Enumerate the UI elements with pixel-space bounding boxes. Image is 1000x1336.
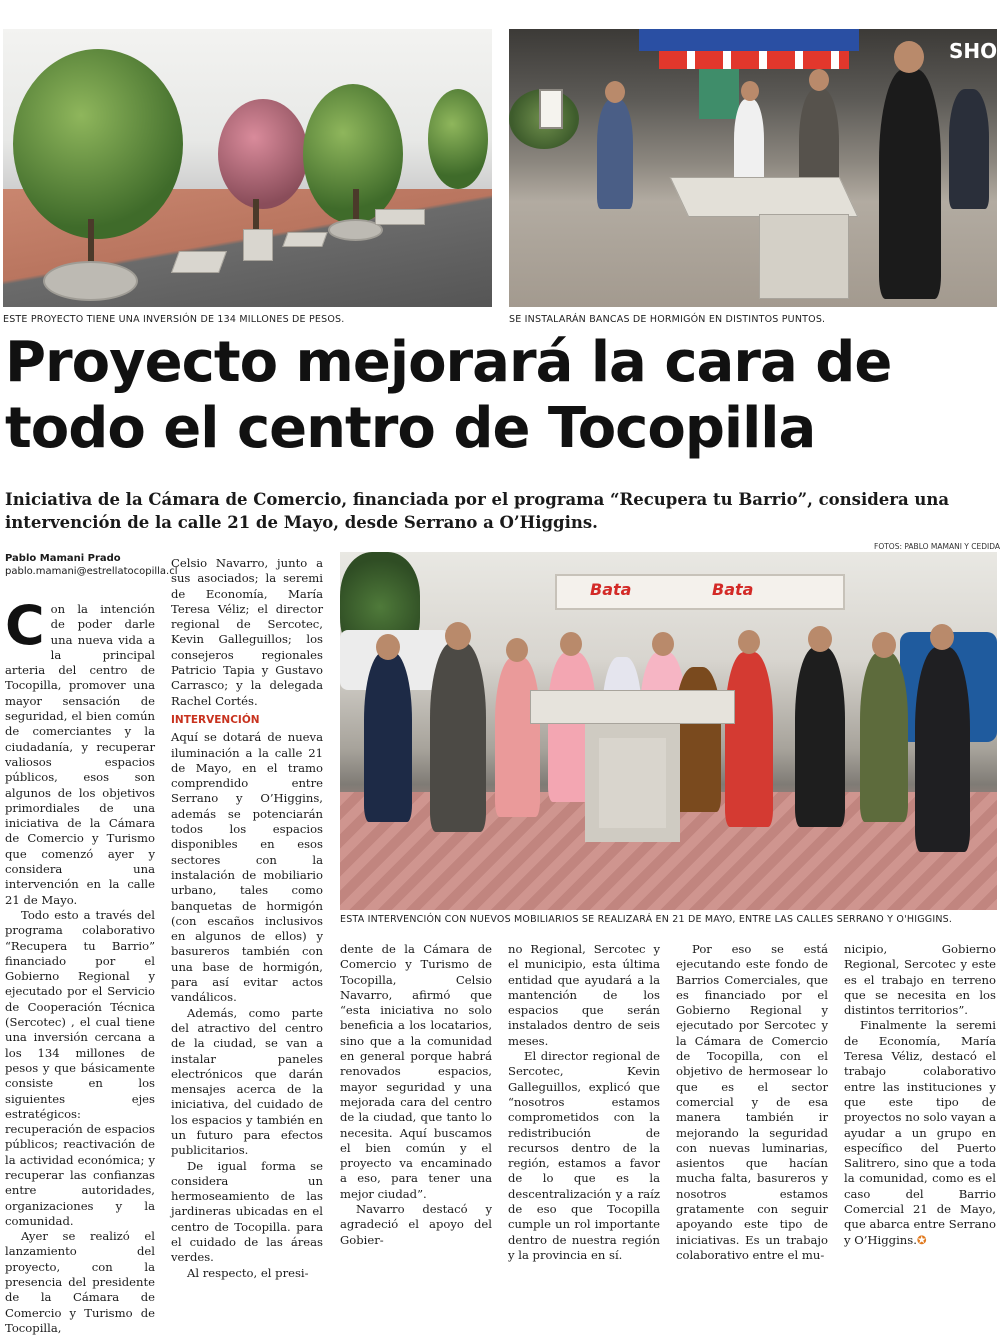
photo-caption-main: ESTA INTERVENCIÓN CON NUEVOS MOBILIARIOS SE REALIZARÁ EN 21 DE MAYO, ENTRE LAS CALLES SERRANO Y O'HIGGINS. xyxy=(340,914,953,925)
body-paragraph: dente de la Cámara de Comercio y Turismo de Tocopilla, Celsio Navarro, afirmó que “esta iniciativa no solo beneficia a los locatarios, sino que a la comunidad en general porque habrá renovados espacios, mayor seguridad y una mejorada cara del centro de la ciudad, que tanto lo necesita. Aquí buscamos el bien común y el proyecto va encaminado a eso, para tener una mejor ciudad”. xyxy=(340,942,492,1201)
drop-cap: C xyxy=(5,594,45,657)
info-board xyxy=(539,89,563,129)
body-paragraph: Ayer se realizó el lanzamiento del proyecto, con la presencia del presidente de la Cámara de Comercio y Turismo de Tocopilla, xyxy=(5,1229,155,1335)
person-head xyxy=(809,69,829,91)
person-head xyxy=(741,81,759,101)
concrete-bench xyxy=(375,209,425,225)
person xyxy=(795,647,845,827)
person-head xyxy=(652,632,674,656)
person xyxy=(860,652,908,822)
concrete-bench xyxy=(670,177,859,217)
body-paragraph: Navarro destacó y agradeció el apoyo del Gobier- xyxy=(340,1202,492,1247)
person-head xyxy=(560,632,582,656)
launch-group-photo xyxy=(340,552,997,910)
person xyxy=(675,667,721,812)
planter xyxy=(43,261,138,301)
person-head xyxy=(506,638,528,662)
article-column-1 xyxy=(5,594,155,1335)
concrete-bench xyxy=(243,229,273,261)
article-column-5 xyxy=(676,942,828,1262)
person xyxy=(879,69,941,299)
concrete-bench xyxy=(282,232,327,247)
person xyxy=(430,642,486,832)
person xyxy=(364,652,412,822)
body-paragraph: De igual forma se considera un hermoseamiento de las jardineras ubicadas en el centro de Tocopilla. para el cuidado de las áreas verdes. xyxy=(171,1158,323,1265)
photo-caption-benches: SE INSTALARÁN BANCAS DE HORMIGÓN EN DISTINTOS PUNTOS. xyxy=(509,314,826,325)
person-head xyxy=(376,634,400,660)
person-head xyxy=(738,630,760,654)
concrete-bench xyxy=(171,251,227,273)
article-column-2 xyxy=(171,556,323,1280)
body-paragraph: Todo esto a través del programa colaborativo “Recupera tu Barrio” financiado por el Gobierno Regional y ejecutado por el Servicio de Cooperación Técnica (Sercotec) , el cual tiene una inversión cercana a los 134 millones de pesos y que básicamente consiste en los siguientes ejes estratégicos: recuperación de espacios públicos; reactivación de la actividad económica; y recuperar las confianzas entre autoridades, organizaciones y la comunidad. xyxy=(5,907,155,1228)
concrete-bench-leg xyxy=(759,214,849,299)
body-paragraph: Al respecto, el presi- xyxy=(187,1265,309,1280)
article-column-6 xyxy=(844,942,996,1247)
paragraph-text: on la intención de poder darle una nueva vida a la principal arteria del centro de Tocopilla, promover una mayor sensación de seguridad, el bien común de comerciantes y la ciudadanía, y recuperar valiosos espacios públicos, esos son algunos de los objetivos primordiales de una iniciativa de la Cámara de Comercio y Turismo que comenzó ayer y considera una intervención en la calle 21 de Mayo. xyxy=(5,602,155,907)
person-head xyxy=(872,632,896,658)
concrete-table-top xyxy=(530,690,735,724)
tree-trunk xyxy=(253,199,259,229)
concrete-bench-photo xyxy=(509,29,997,307)
store-sign-text: Bata xyxy=(712,580,754,599)
body-paragraph xyxy=(5,594,155,908)
photo-caption-render: ESTE PROYECTO TIENE UNA INVERSIÓN DE 134 MILLONES DE PESOS. xyxy=(3,314,345,325)
body-paragraph xyxy=(844,1018,996,1247)
body-paragraph: no Regional, Sercotec y el municipio, esta última entidad que ayudará a la mantención de los espacios que serán instalados dentro de seis meses. xyxy=(508,942,660,1048)
shop-sign-text: SHO xyxy=(949,39,998,63)
person xyxy=(495,657,540,817)
body-paragraph: nicipio, Gobierno Regional, Sercotec y este es el trabajo en terreno que se necesita en los distintos territorios”. xyxy=(844,942,996,1018)
body-paragraph: El director regional de Sercotec, Kevin Galleguillos, explicó que “nosotros estamos comprometidos con la redistribución de recursos dentro de la región, estamos a favor de lo que es la descentralización y a raíz de eso que Tocopilla cumple un rol importante dentro de nuestra región y la provincia en sí. xyxy=(508,1049,660,1262)
project-render-photo xyxy=(3,29,492,307)
article-headline: Proyecto mejorará la cara de todo el centro de Tocopilla xyxy=(5,330,892,461)
article-deck: Iniciativa de la Cámara de Comercio, financiada por el programa “Recupera tu Barrio”, considera una intervención de la calle 21 de Mayo, desde Serrano a O’Higgins. xyxy=(5,490,950,532)
tree-crown xyxy=(13,49,183,239)
body-paragraph: Aquí se dotará de nueva iluminación a la calle 21 de Mayo, en el tramo comprendido entre Serrano y O’Higgins, además se potenciarán todos los espacios disponibles en esos sectores con la instalación de mobiliario urbano, tales como banquetas de hormigón (con escaños inclusivos en algunos de ellos) y basureros también con una base de hormigón, para así evitar actos vandálicos. xyxy=(171,730,323,1005)
section-subhead: INTERVENCIÓN xyxy=(171,713,260,726)
person-head xyxy=(808,626,832,652)
photo-credit: FOTOS: PABLO MAMANI Y CEDIDA xyxy=(874,542,1000,551)
flowering-tree-crown xyxy=(218,99,308,209)
body-paragraph: Por eso se está ejecutando este fondo de Barrios Comerciales, que es financiado por el Gobierno Regional y ejecutado por Sercotec y la Cámara de Comercio de Tocopilla, con el objetivo de hermosear lo que es el sector comercial y de esa manera también ir mejorando la seguridad con nuevas luminarias, asientos que hacían mucha falta, basureros y nosotros estamos gratamente con seguir apoyando este tipo de iniciativas. Es un trabajo colaborativo entre el mu- xyxy=(676,942,828,1262)
paragraph-text: Finalmente la seremi de Economía, María Teresa Véliz, destacó el trabajo colaborativo entre las instituciones y que este tipo de proyectos no solo vayan a ayudar a un grupo en específico del Puerto Salitrero, sino que a toda la comunidad, como es el caso del Barrio Comercial 21 de Mayo, que abarca entre Serrano y O’Higgins. xyxy=(844,1018,996,1247)
person xyxy=(597,99,633,209)
body-paragraph: Celsio Navarro, junto a sus asociados; la seremi de Economía, María Teresa Véliz; el director regional de Sercotec, Kevin Galleguillos; los consejeros regionales Patricio Tapia y Gustavo Carrasco; y la delegada Rachel Cortés. xyxy=(171,556,323,708)
market-canopy xyxy=(639,29,859,51)
byline-author: Pablo Mamani Prado xyxy=(5,553,121,564)
person-head xyxy=(930,624,954,650)
kiosk-panel xyxy=(699,69,739,119)
store-sign-text: Bata xyxy=(590,580,632,599)
byline-email: pablo.mamani@estrellatocopilla.cl xyxy=(5,566,178,577)
canopy-banner xyxy=(659,51,849,69)
article-column-4 xyxy=(508,942,660,1262)
person xyxy=(949,89,989,209)
person xyxy=(915,647,970,852)
person-head xyxy=(445,622,471,650)
end-of-article-icon: ✪ xyxy=(916,1232,927,1247)
person-head xyxy=(894,41,924,73)
body-paragraph: Además, como parte del atractivo del centro de la ciudad, se van a instalar paneles electrónicos que darán mensajes acerca de la iniciativa, del cuidado de los espacios y también en un futuro para efectos publicitarios. xyxy=(171,1005,323,1158)
tree-trunk xyxy=(353,189,359,219)
article-column-3 xyxy=(340,942,492,1247)
person xyxy=(725,652,773,827)
concrete-table-base xyxy=(585,724,680,842)
tree-crown xyxy=(428,89,488,189)
person-head xyxy=(605,81,625,103)
